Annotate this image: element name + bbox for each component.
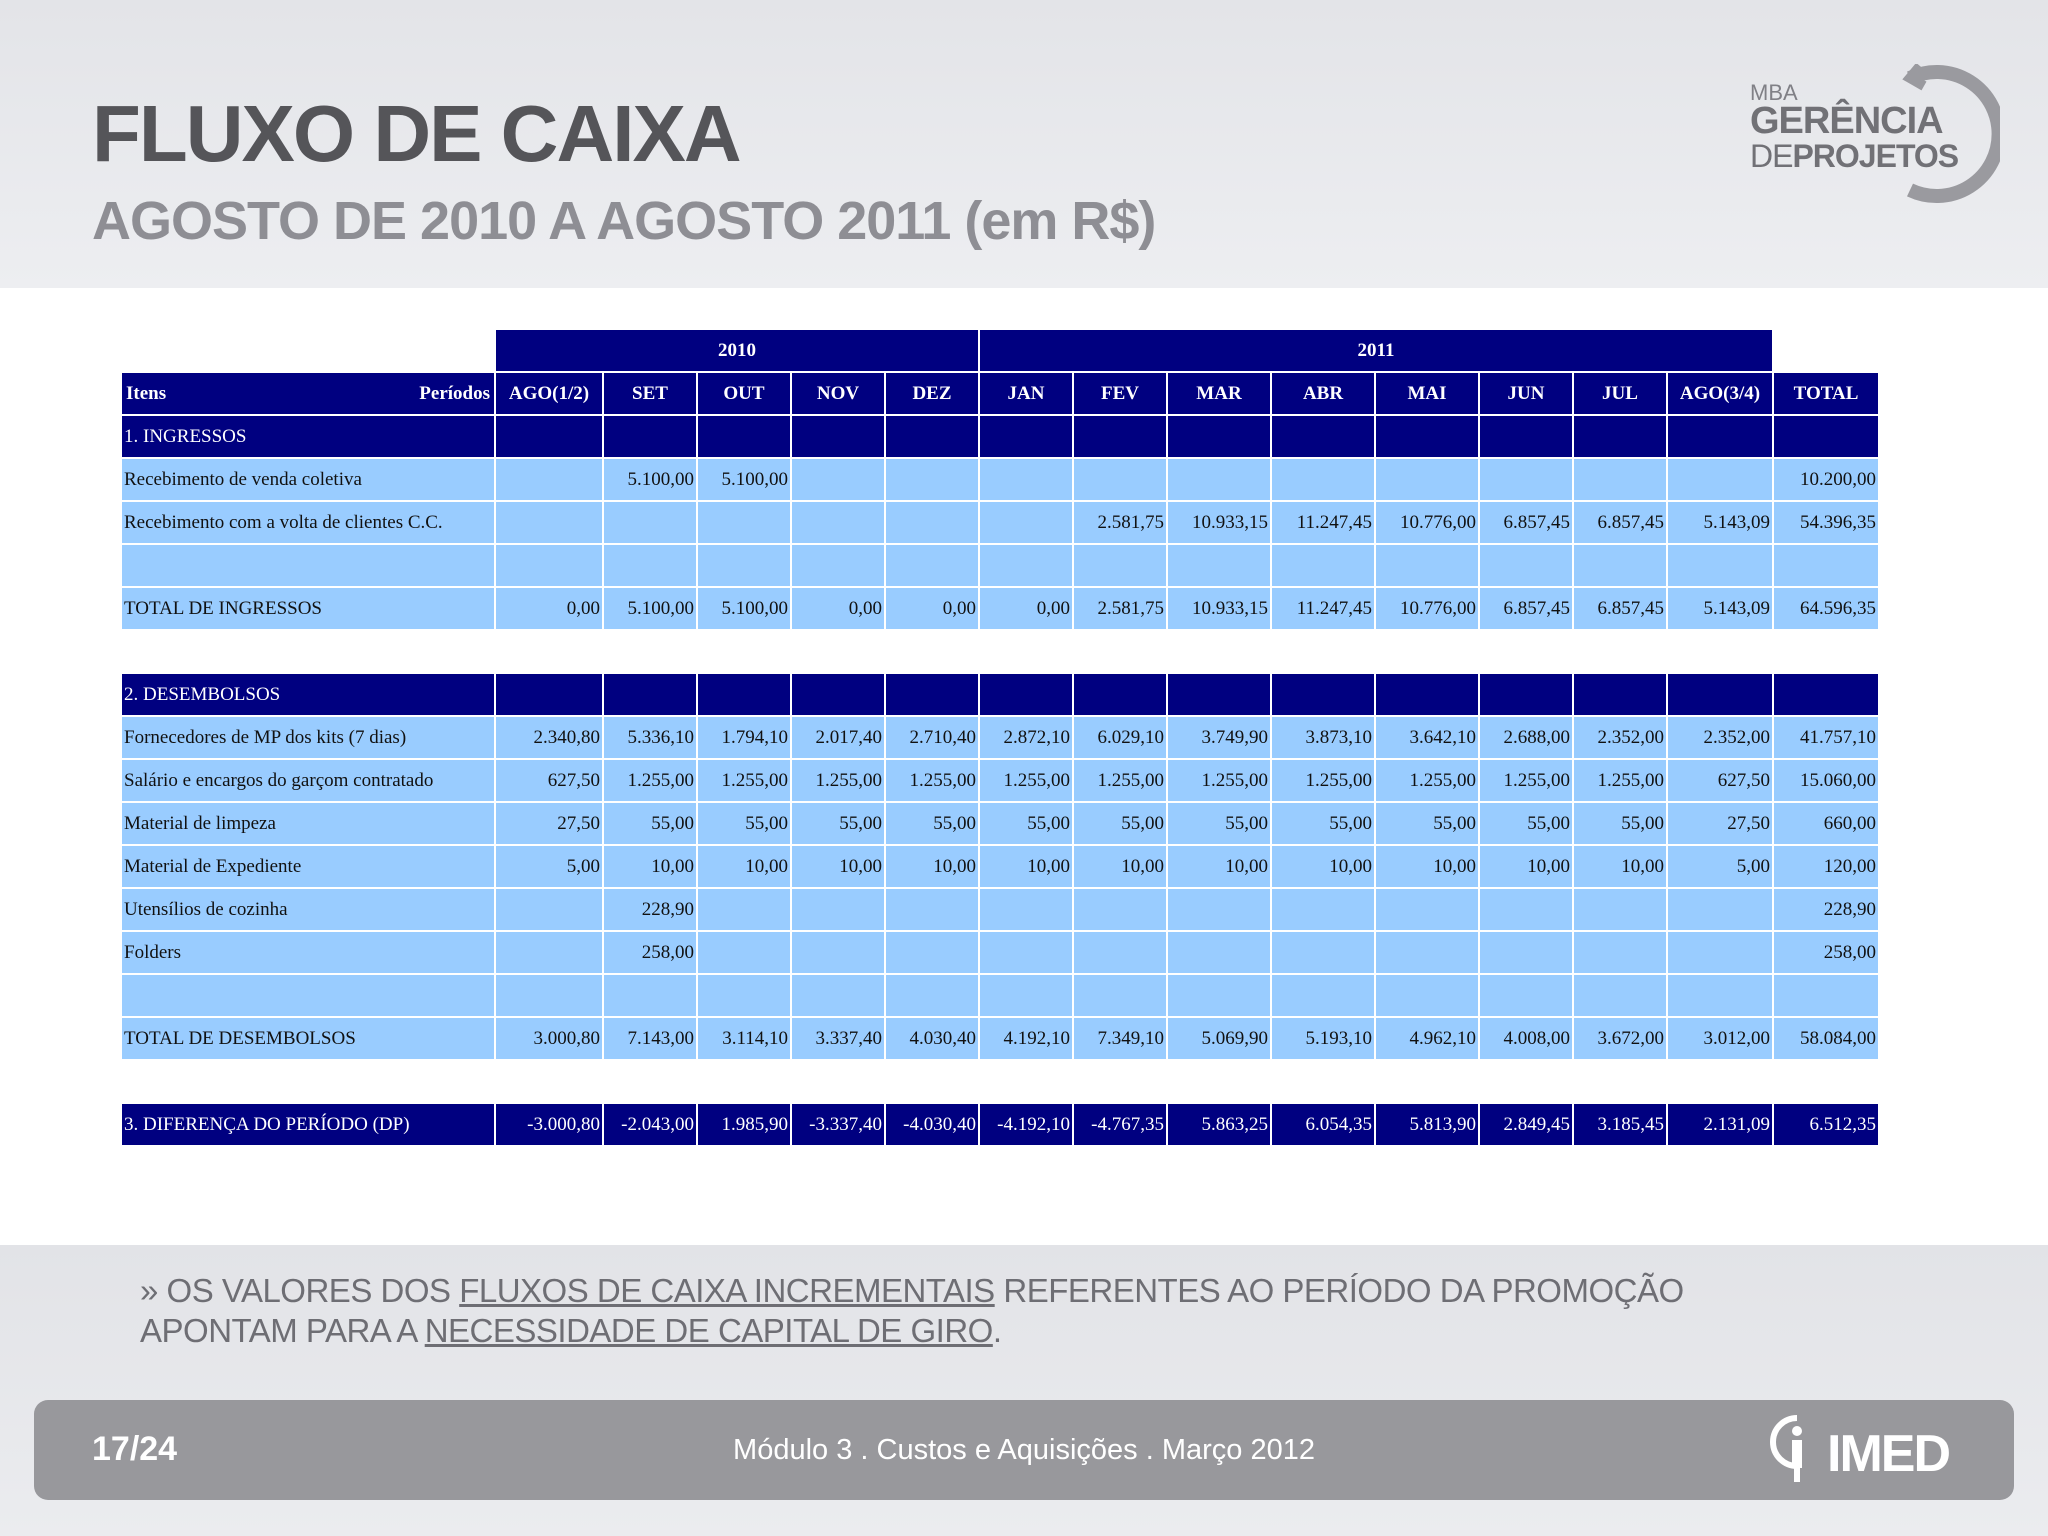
table-cell: 0,00 — [792, 588, 884, 629]
periods-header: Períodos — [419, 382, 490, 404]
table-cell: 7.143,00 — [604, 1018, 696, 1059]
year-spacer — [122, 330, 494, 371]
table-cell — [792, 502, 884, 543]
table-cell: 10,00 — [1376, 846, 1478, 887]
row-label: TOTAL DE INGRESSOS — [122, 588, 494, 629]
table-row — [122, 502, 1878, 543]
spacer-row — [122, 1061, 1878, 1102]
table-cell — [1272, 932, 1374, 973]
footer-bar — [34, 1400, 2014, 1500]
section-cell — [1272, 416, 1374, 457]
imed-wordmark: IMED — [1827, 1425, 1949, 1483]
section-cell — [496, 416, 602, 457]
section-cell — [1376, 416, 1478, 457]
table-cell: 10.776,00 — [1376, 502, 1478, 543]
slide-subtitle: AGOSTO DE 2010 A AGOSTO 2011 (em R$) — [92, 191, 1156, 251]
table-cell — [1376, 975, 1478, 1016]
table-cell: 4.192,10 — [980, 1018, 1072, 1059]
table-cell — [1480, 459, 1572, 500]
table-cell: 5.100,00 — [604, 588, 696, 629]
table-cell — [1074, 545, 1166, 586]
section-cell — [792, 416, 884, 457]
column-header: ABR — [1272, 373, 1374, 414]
table-cell: 2.352,00 — [1574, 717, 1666, 758]
table-cell: 10.200,00 — [1774, 459, 1878, 500]
table-cell: 0,00 — [496, 588, 602, 629]
row-label: TOTAL DE DESEMBOLSOS — [122, 1018, 494, 1059]
table-row — [122, 760, 1878, 801]
table-cell — [1480, 545, 1572, 586]
table-cell: 10.933,15 — [1168, 502, 1270, 543]
table-cell — [1168, 932, 1270, 973]
table-cell: 2.581,75 — [1074, 502, 1166, 543]
table-row — [122, 717, 1878, 758]
logo-mba: MBA — [1750, 80, 1798, 105]
table-cell — [604, 545, 696, 586]
table-cell: 55,00 — [1376, 803, 1478, 844]
table-cell — [1376, 932, 1478, 973]
table-cell — [980, 545, 1072, 586]
table-cell — [792, 975, 884, 1016]
row-label: Fornecedores de MP dos kits (7 dias) — [122, 717, 494, 758]
table-cell — [698, 889, 790, 930]
table-cell: 2.352,00 — [1668, 717, 1772, 758]
section-cell — [792, 674, 884, 715]
year-2011: 2011 — [980, 330, 1772, 371]
note-part-2: REFERENTES AO PERÍODO DA PROMOÇÃO APONTAM PARA A — [140, 1272, 1684, 1349]
table-cell — [1574, 975, 1666, 1016]
table-cell: 55,00 — [1480, 803, 1572, 844]
column-header: MAR — [1168, 373, 1270, 414]
slide-header — [0, 0, 2048, 288]
page-number: 17/24 — [92, 1430, 178, 1468]
section-desembolsos — [122, 674, 1878, 715]
section-cell — [1774, 674, 1878, 715]
section-cell — [1168, 674, 1270, 715]
table-cell — [980, 975, 1072, 1016]
table-cell: 10,00 — [1480, 846, 1572, 887]
table-cell: 10,00 — [792, 846, 884, 887]
table-cell: 10,00 — [1074, 846, 1166, 887]
table-cell: 5.863,25 — [1168, 1104, 1270, 1145]
table-cell: 6.054,35 — [1272, 1104, 1374, 1145]
table-cell: 1.794,10 — [698, 717, 790, 758]
table-cell: 627,50 — [1668, 760, 1772, 801]
section-cell — [1480, 674, 1572, 715]
section-cell — [980, 416, 1072, 457]
cash-flow-table-wrapper — [120, 328, 1880, 1147]
row-label: Material de limpeza — [122, 803, 494, 844]
note-bullet: » — [140, 1272, 158, 1309]
table-cell: 27,50 — [1668, 803, 1772, 844]
column-header: JAN — [980, 373, 1072, 414]
table-cell — [1668, 459, 1772, 500]
table-cell: 1.255,00 — [1168, 760, 1270, 801]
table-cell: 6.029,10 — [1074, 717, 1166, 758]
table-cell: 55,00 — [604, 803, 696, 844]
items-header: Itens — [126, 382, 167, 404]
table-cell: 258,00 — [1774, 932, 1878, 973]
note-underline-2: NECESSIDADE DE CAPITAL DE GIRO — [424, 1312, 993, 1349]
section-cell — [1774, 416, 1878, 457]
section-cell — [886, 416, 978, 457]
table-cell — [1574, 459, 1666, 500]
table-cell — [1272, 545, 1374, 586]
table-cell — [1272, 459, 1374, 500]
table-cell — [1168, 889, 1270, 930]
table-cell: 5.143,09 — [1668, 588, 1772, 629]
table-row — [122, 459, 1878, 500]
mba-logo — [1740, 64, 1980, 204]
column-header-row — [122, 373, 1878, 414]
table-cell: -4.030,40 — [886, 1104, 978, 1145]
column-header: SET — [604, 373, 696, 414]
year-spacer — [1774, 330, 1878, 371]
table-cell: 1.255,00 — [604, 760, 696, 801]
table-cell: 3.672,00 — [1574, 1018, 1666, 1059]
column-header: JUL — [1574, 373, 1666, 414]
table-cell: 5.336,10 — [604, 717, 696, 758]
table-cell: 258,00 — [604, 932, 696, 973]
table-row — [122, 803, 1878, 844]
table-cell — [980, 459, 1072, 500]
year-2010: 2010 — [496, 330, 978, 371]
table-cell: 10.933,15 — [1168, 588, 1270, 629]
table-cell — [604, 502, 696, 543]
table-cell: 0,00 — [886, 588, 978, 629]
table-cell: -4.767,35 — [1074, 1104, 1166, 1145]
table-cell: 27,50 — [496, 803, 602, 844]
table-cell — [698, 975, 790, 1016]
table-cell: 3.337,40 — [792, 1018, 884, 1059]
table-cell: 5.069,90 — [1168, 1018, 1270, 1059]
table-cell: 4.008,00 — [1480, 1018, 1572, 1059]
spacer-row — [122, 631, 1878, 672]
table-cell — [886, 889, 978, 930]
table-cell: 120,00 — [1774, 846, 1878, 887]
table-cell: 10.776,00 — [1376, 588, 1478, 629]
table-cell: 10,00 — [698, 846, 790, 887]
table-cell: 64.596,35 — [1774, 588, 1878, 629]
section-cell — [1574, 416, 1666, 457]
table-cell: 2.710,40 — [886, 717, 978, 758]
section-cell — [1074, 416, 1166, 457]
table-cell: 41.757,10 — [1774, 717, 1878, 758]
table-cell: 6.857,45 — [1480, 588, 1572, 629]
table-cell — [1480, 932, 1572, 973]
spacer-cell — [122, 1061, 1878, 1102]
table-cell: 2.872,10 — [980, 717, 1072, 758]
table-cell: 6.512,35 — [1774, 1104, 1878, 1145]
table-cell: 55,00 — [1272, 803, 1374, 844]
year-header-row — [122, 330, 1878, 371]
column-header: AGO(3/4) — [1668, 373, 1772, 414]
table-cell — [1168, 975, 1270, 1016]
table-cell: 1.255,00 — [980, 760, 1072, 801]
table-cell: 3.873,10 — [1272, 717, 1374, 758]
footer-text: Módulo 3 . Custos e Aquisições . Março 2012 — [733, 1434, 1315, 1466]
table-cell: 228,90 — [1774, 889, 1878, 930]
table-cell: 5.100,00 — [698, 588, 790, 629]
table-cell: 54.396,35 — [1774, 502, 1878, 543]
section-cell — [1480, 416, 1572, 457]
table-cell: 11.247,45 — [1272, 502, 1374, 543]
table-cell: 55,00 — [698, 803, 790, 844]
logo-de: DE — [1750, 138, 1793, 174]
table-cell: 7.349,10 — [1074, 1018, 1166, 1059]
table-cell — [1574, 545, 1666, 586]
table-cell: 2.340,80 — [496, 717, 602, 758]
table-cell — [1668, 545, 1772, 586]
table-cell: 55,00 — [1074, 803, 1166, 844]
table-cell: 2.017,40 — [792, 717, 884, 758]
table-cell — [1376, 889, 1478, 930]
section-cell — [604, 416, 696, 457]
row-label: 3. DIFERENÇA DO PERÍODO (DP) — [122, 1104, 494, 1145]
table-cell: 3.000,80 — [496, 1018, 602, 1059]
cash-flow-table — [120, 328, 1880, 1147]
section-ingressos — [122, 416, 1878, 457]
table-cell — [1376, 545, 1478, 586]
column-header: MAI — [1376, 373, 1478, 414]
section-cell — [886, 674, 978, 715]
table-cell — [792, 889, 884, 930]
table-cell — [604, 975, 696, 1016]
table-cell: 3.114,10 — [698, 1018, 790, 1059]
logo-gerencia: GERÊNCIA — [1750, 100, 1943, 142]
table-cell: 5.143,09 — [1668, 502, 1772, 543]
items-periods-header — [122, 373, 494, 414]
section-cell — [980, 674, 1072, 715]
table-cell — [1574, 932, 1666, 973]
table-cell — [792, 932, 884, 973]
table-cell — [1074, 975, 1166, 1016]
table-cell — [496, 502, 602, 543]
table-cell — [792, 545, 884, 586]
table-row — [122, 588, 1878, 629]
table-cell — [698, 502, 790, 543]
table-cell — [1668, 932, 1772, 973]
table-cell — [886, 975, 978, 1016]
table-row — [122, 975, 1878, 1016]
logo-de-projetos — [1750, 138, 1958, 175]
table-cell — [1272, 889, 1374, 930]
table-cell — [496, 545, 602, 586]
table-cell — [980, 502, 1072, 543]
table-cell: 1.255,00 — [1376, 760, 1478, 801]
column-header: OUT — [698, 373, 790, 414]
table-cell: 10,00 — [980, 846, 1072, 887]
table-cell — [886, 545, 978, 586]
slide-title: FLUXO DE CAIXA — [92, 89, 740, 178]
section-cell — [604, 674, 696, 715]
column-header: FEV — [1074, 373, 1166, 414]
table-cell — [1668, 889, 1772, 930]
table-cell — [1074, 459, 1166, 500]
table-cell: 6.857,45 — [1574, 502, 1666, 543]
table-row — [122, 1018, 1878, 1059]
table-cell — [698, 545, 790, 586]
table-cell: 55,00 — [980, 803, 1072, 844]
section-cell — [1668, 674, 1772, 715]
table-cell: 2.688,00 — [1480, 717, 1572, 758]
table-cell — [1668, 975, 1772, 1016]
table-cell: -3.337,40 — [792, 1104, 884, 1145]
table-cell — [1168, 545, 1270, 586]
table-cell: 5.193,10 — [1272, 1018, 1374, 1059]
section-title: 2. DESEMBOLSOS — [122, 674, 494, 715]
section-title: 1. INGRESSOS — [122, 416, 494, 457]
table-cell — [1774, 545, 1878, 586]
table-row — [122, 932, 1878, 973]
section-cell — [1574, 674, 1666, 715]
table-cell: 55,00 — [886, 803, 978, 844]
table-cell: 10,00 — [886, 846, 978, 887]
table-cell: 1.255,00 — [886, 760, 978, 801]
table-cell: 228,90 — [604, 889, 696, 930]
imed-info-icon — [1769, 1414, 1825, 1486]
table-cell: 4.962,10 — [1376, 1018, 1478, 1059]
table-cell: 3.749,90 — [1168, 717, 1270, 758]
table-cell — [1480, 889, 1572, 930]
table-cell — [1074, 889, 1166, 930]
table-cell — [886, 502, 978, 543]
section-cell — [698, 416, 790, 457]
table-cell: 1.255,00 — [792, 760, 884, 801]
table-cell: 6.857,45 — [1480, 502, 1572, 543]
column-header: DEZ — [886, 373, 978, 414]
table-cell — [1574, 889, 1666, 930]
column-header: NOV — [792, 373, 884, 414]
table-row — [122, 889, 1878, 930]
section-cell — [1376, 674, 1478, 715]
table-cell — [496, 932, 602, 973]
table-cell: 3.012,00 — [1668, 1018, 1772, 1059]
section-cell — [698, 674, 790, 715]
column-header: TOTAL — [1774, 373, 1878, 414]
section-cell — [1074, 674, 1166, 715]
table-cell: 1.255,00 — [698, 760, 790, 801]
table-cell — [1774, 975, 1878, 1016]
table-cell: 10,00 — [1574, 846, 1666, 887]
table-cell — [792, 459, 884, 500]
table-cell: 10,00 — [604, 846, 696, 887]
table-cell: 0,00 — [980, 588, 1072, 629]
note-text — [140, 1271, 1740, 1351]
row-label — [122, 975, 494, 1016]
table-cell: 660,00 — [1774, 803, 1878, 844]
logo-projetos: PROJETOS — [1792, 138, 1959, 174]
table-cell — [886, 459, 978, 500]
table-cell: 1.985,90 — [698, 1104, 790, 1145]
table-cell: 4.030,40 — [886, 1018, 978, 1059]
table-cell: -4.192,10 — [980, 1104, 1072, 1145]
column-header: AGO(1/2) — [496, 373, 602, 414]
section-cell — [1168, 416, 1270, 457]
table-cell: 10,00 — [1272, 846, 1374, 887]
table-cell — [980, 889, 1072, 930]
table-cell: 2.131,09 — [1668, 1104, 1772, 1145]
table-cell — [1272, 975, 1374, 1016]
table-cell: 5,00 — [1668, 846, 1772, 887]
table-cell: 6.857,45 — [1574, 588, 1666, 629]
table-cell — [886, 932, 978, 973]
table-cell: 627,50 — [496, 760, 602, 801]
table-cell — [980, 932, 1072, 973]
note-part-3: . — [992, 1312, 1002, 1349]
table-cell: 5.100,00 — [698, 459, 790, 500]
table-cell — [698, 932, 790, 973]
table-cell: 5.813,90 — [1376, 1104, 1478, 1145]
table-cell: 1.255,00 — [1574, 760, 1666, 801]
row-label: Utensílios de cozinha — [122, 889, 494, 930]
table-cell: 10,00 — [1168, 846, 1270, 887]
table-row — [122, 846, 1878, 887]
table-cell: 1.255,00 — [1272, 760, 1374, 801]
section-cell — [1668, 416, 1772, 457]
section-cell — [496, 674, 602, 715]
note-part-1: OS VALORES DOS — [166, 1272, 460, 1309]
table-cell: 55,00 — [1168, 803, 1270, 844]
table-cell — [496, 889, 602, 930]
table-cell: 5.100,00 — [604, 459, 696, 500]
table-cell: 5,00 — [496, 846, 602, 887]
table-cell — [496, 459, 602, 500]
section-cell — [1272, 674, 1374, 715]
table-cell: 1.255,00 — [1074, 760, 1166, 801]
table-cell: 2.849,45 — [1480, 1104, 1572, 1145]
table-cell: 2.581,75 — [1074, 588, 1166, 629]
row-label: Salário e encargos do garçom contratado — [122, 760, 494, 801]
table-cell: 15.060,00 — [1774, 760, 1878, 801]
note-underline-1: FLUXOS DE CAIXA INCREMENTAIS — [459, 1272, 995, 1309]
spacer-cell — [122, 631, 1878, 672]
row-label — [122, 545, 494, 586]
table-cell: 11.247,45 — [1272, 588, 1374, 629]
table-cell — [1074, 932, 1166, 973]
table-cell: -2.043,00 — [604, 1104, 696, 1145]
items-periods-wrap — [124, 383, 492, 405]
table-cell — [1376, 459, 1478, 500]
table-cell: 55,00 — [1574, 803, 1666, 844]
row-label: Folders — [122, 932, 494, 973]
column-header: JUN — [1480, 373, 1572, 414]
table-row — [122, 545, 1878, 586]
table-cell — [1168, 459, 1270, 500]
diferenca-row — [122, 1104, 1878, 1145]
table-cell: 1.255,00 — [1480, 760, 1572, 801]
table-cell: 3.185,45 — [1574, 1104, 1666, 1145]
table-cell — [496, 975, 602, 1016]
row-label: Recebimento com a volta de clientes C.C. — [122, 502, 494, 543]
row-label: Recebimento de venda coletiva — [122, 459, 494, 500]
table-cell: -3.000,80 — [496, 1104, 602, 1145]
row-label: Material de Expediente — [122, 846, 494, 887]
table-cell: 58.084,00 — [1774, 1018, 1878, 1059]
imed-logo — [1769, 1414, 1969, 1486]
table-cell — [1480, 975, 1572, 1016]
table-cell: 3.642,10 — [1376, 717, 1478, 758]
table-cell: 55,00 — [792, 803, 884, 844]
